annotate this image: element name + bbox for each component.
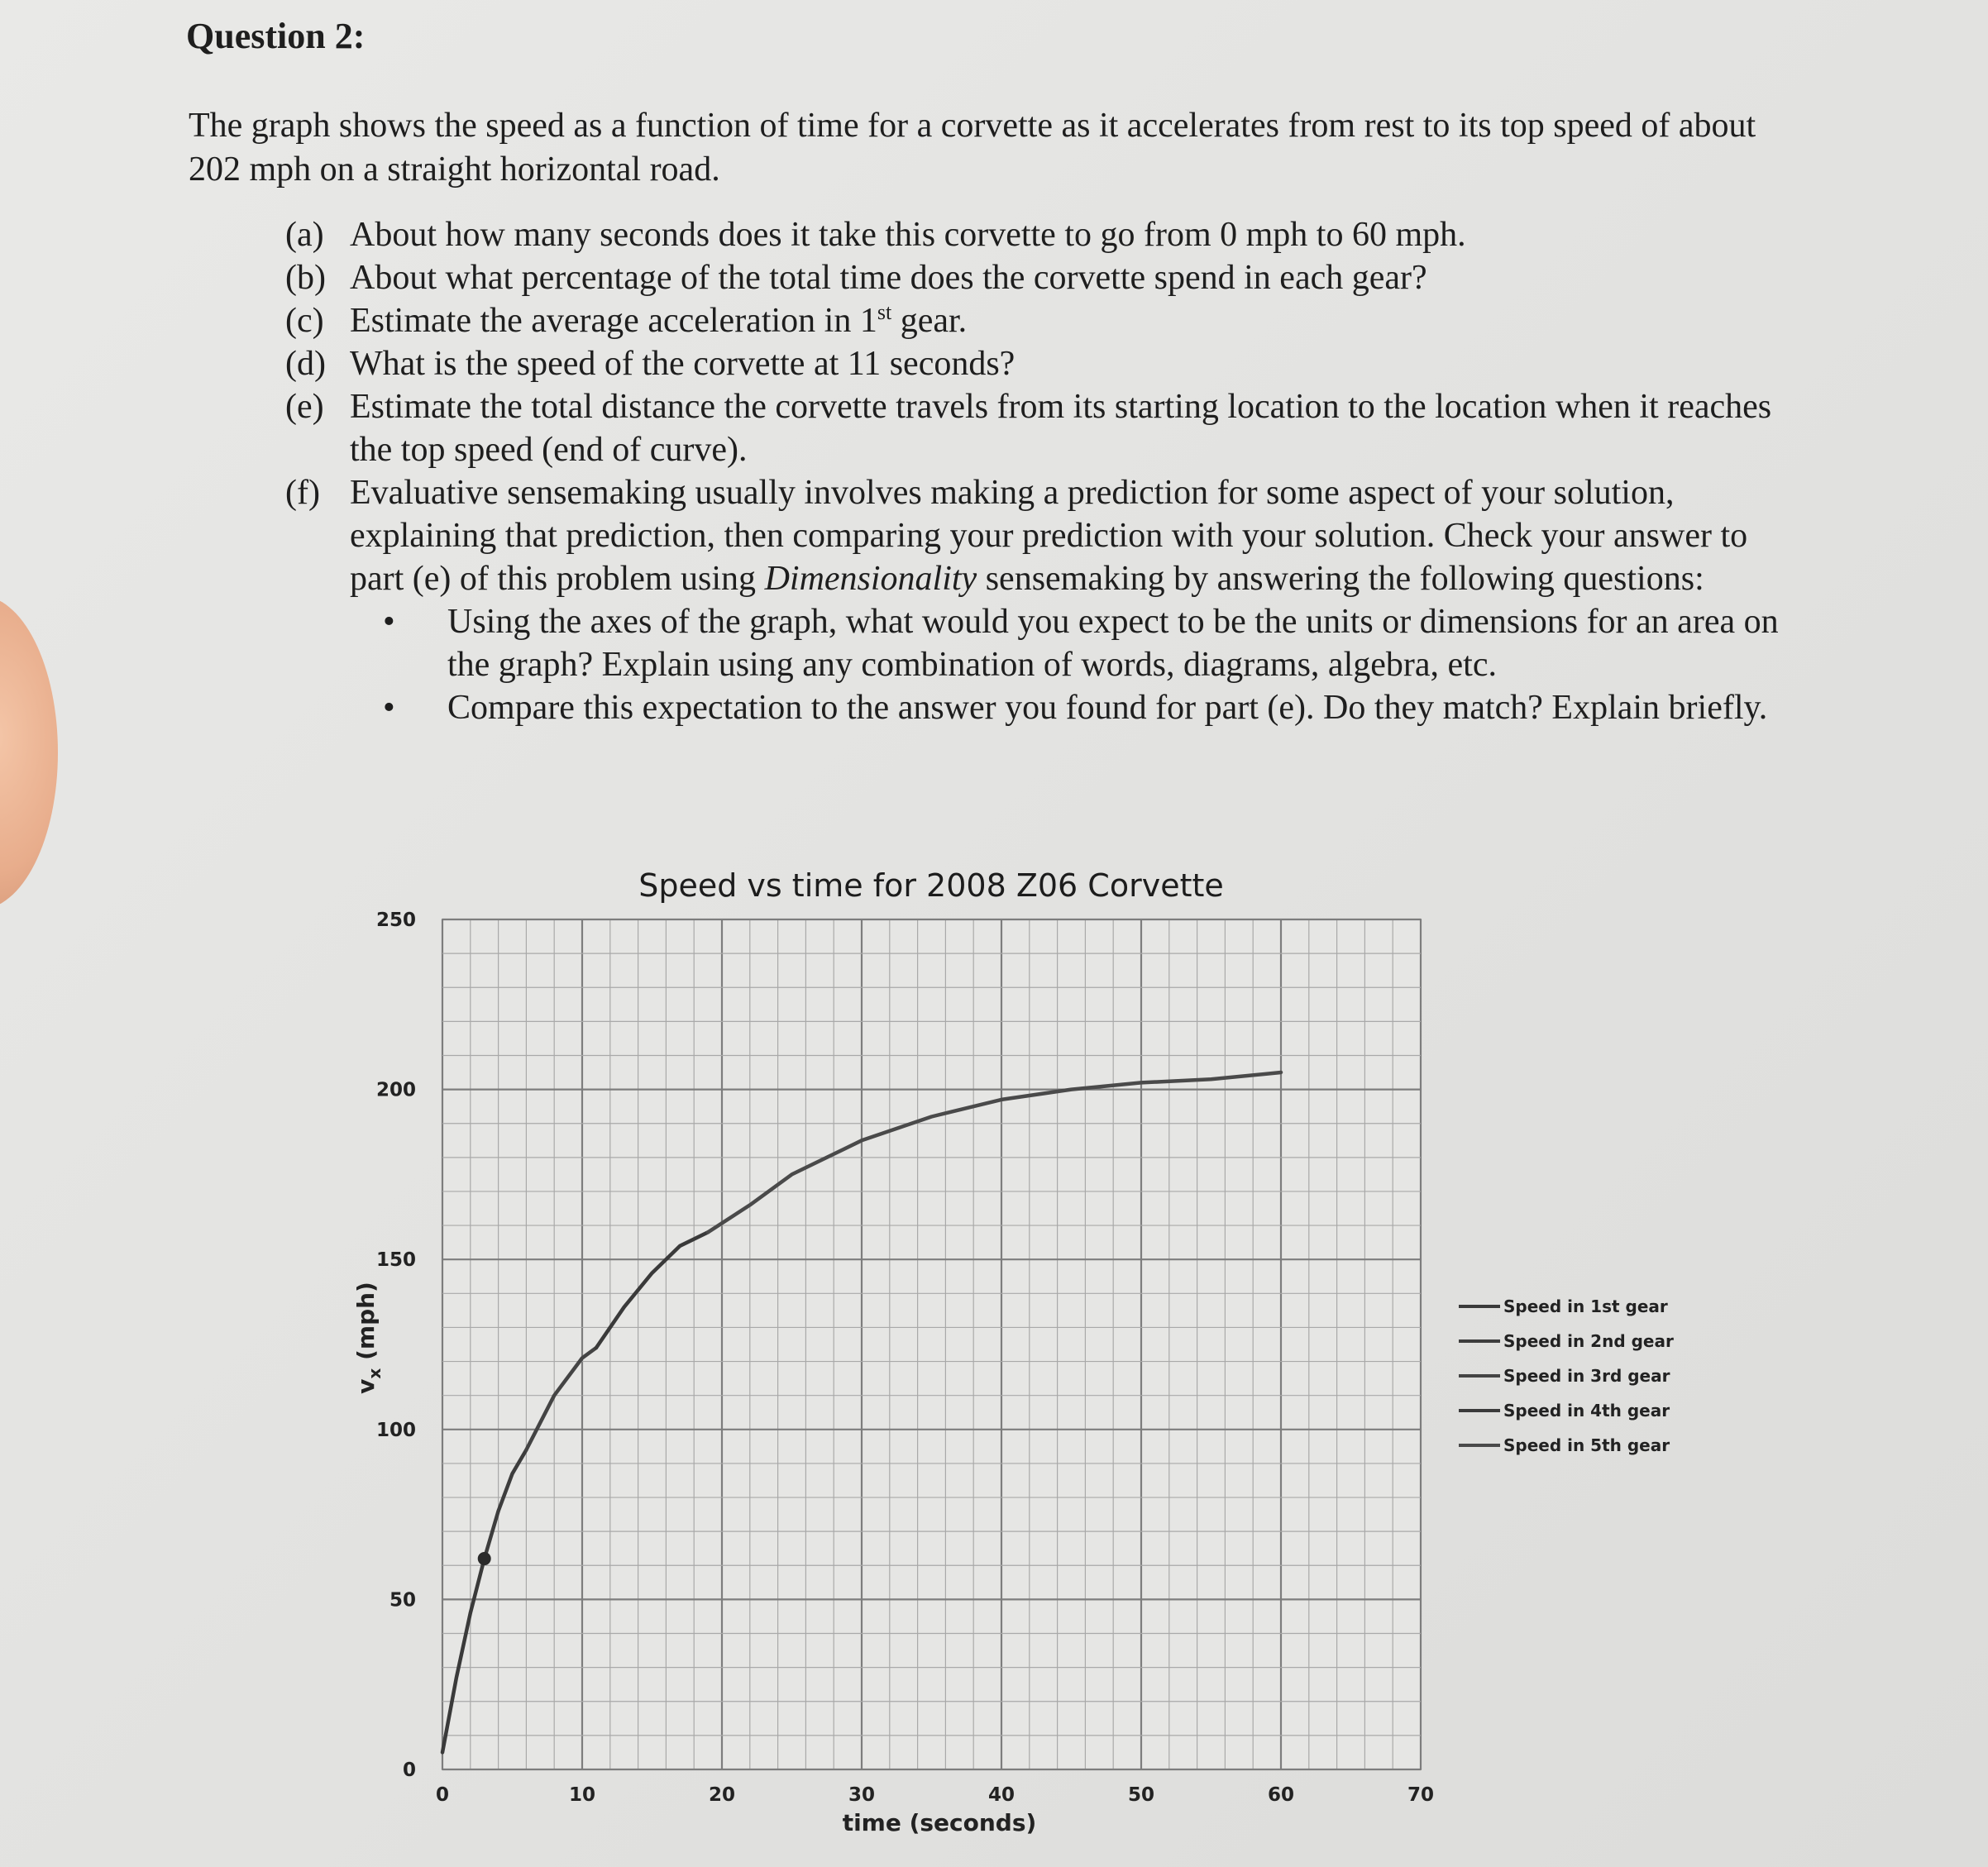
y-tick-label: 150: [375, 1249, 416, 1272]
part-e-label: (e): [285, 388, 324, 426]
y-axis-label-subscript: x: [365, 1368, 385, 1379]
legend-label: Speed in 2nd gear: [1503, 1331, 1674, 1351]
bullet-item-2: [350, 686, 1782, 729]
bullet-text-1: Using the axes of the graph, what would you expect to be the units or dimensions for an area on the graph? Explain using any combination of words, diagrams, algebra, etc.: [447, 603, 1779, 684]
x-axis-label: time (seconds): [842, 1809, 1037, 1836]
part-c-text: Estimate the average acceleration in 1: [350, 302, 877, 340]
x-tick-label: 0: [435, 1784, 450, 1806]
part-d-label: (d): [285, 345, 326, 383]
legend-label: Speed in 5th gear: [1503, 1435, 1670, 1455]
x-tick-label: 70: [1407, 1784, 1435, 1806]
bullet-item-1: [350, 600, 1782, 686]
bullet-glyph: •: [383, 603, 395, 641]
y-tick-label: 100: [375, 1419, 416, 1441]
legend-label: Speed in 3rd gear: [1503, 1366, 1670, 1386]
part-f-text-end: sensemaking by answering the following questions:: [977, 560, 1704, 598]
x-tick-label: 20: [708, 1784, 736, 1806]
part-f-text: Evaluative sensemaking usually involves making a prediction for some aspect of your solution, explaining that prediction, then comparing your prediction with your solution. Check your answer to part (e) of this problem using: [350, 474, 1748, 598]
question-intro: The graph shows the speed as a function of time for a corvette as it accelerates from rest to its top speed of about 202 mph on a straight horizontal road.: [189, 107, 1756, 189]
part-d-text: What is the speed of the corvette at 11 seconds?: [350, 345, 1016, 383]
y-tick-label: 250: [375, 910, 416, 931]
part-a: [285, 213, 1782, 256]
question-parts-list: [285, 213, 1782, 729]
part-e: [285, 385, 1782, 471]
part-c: [285, 299, 1782, 342]
part-a-label: (a): [285, 216, 324, 254]
bullet-glyph: •: [383, 689, 395, 727]
x-tick-label: 40: [987, 1784, 1016, 1806]
legend-label: Speed in 1st gear: [1503, 1296, 1668, 1316]
y-tick-label: 200: [375, 1079, 416, 1101]
part-d: [285, 342, 1782, 385]
x-tick-label: 60: [1267, 1784, 1295, 1806]
part-c-text-end: gear.: [891, 302, 968, 340]
part-f: [285, 471, 1782, 729]
part-a-text: About how many seconds does it take this corvette to go from 0 mph to 60 mph.: [350, 216, 1466, 254]
y-axis-label-main: v: [352, 1378, 380, 1394]
part-c-superscript: st: [877, 300, 892, 324]
x-tick-label: 50: [1127, 1784, 1155, 1806]
part-c-label: (c): [285, 302, 324, 340]
question-title: Question 2:: [186, 16, 366, 56]
y-tick-label: 0: [402, 1760, 416, 1781]
part-b-label: (b): [285, 259, 326, 297]
x-tick-label: 30: [848, 1784, 876, 1806]
bullet-text-2: Compare this expectation to the answer you found for part (e). Do they match? Explain briefly.: [447, 689, 1768, 727]
x-tick-label: 10: [568, 1784, 596, 1806]
part-b: [285, 256, 1782, 299]
chart-title: Speed vs time for 2008 Z06 Corvette: [638, 867, 1224, 904]
y-tick-label: 50: [389, 1589, 416, 1612]
part-f-emphasis: Dimensionality: [764, 560, 977, 598]
legend-label: Speed in 4th gear: [1503, 1401, 1670, 1421]
part-b-text: About what percentage of the total time does the corvette spend in each gear?: [350, 259, 1427, 297]
part-f-label: (f): [285, 474, 320, 512]
part-e-text: Estimate the total distance the corvette travels from its starting location to the location when it reaches the top speed (end of curve).: [350, 388, 1772, 469]
part-f-bullets: [350, 600, 1782, 729]
y-axis-label-unit: (mph): [352, 1282, 380, 1368]
